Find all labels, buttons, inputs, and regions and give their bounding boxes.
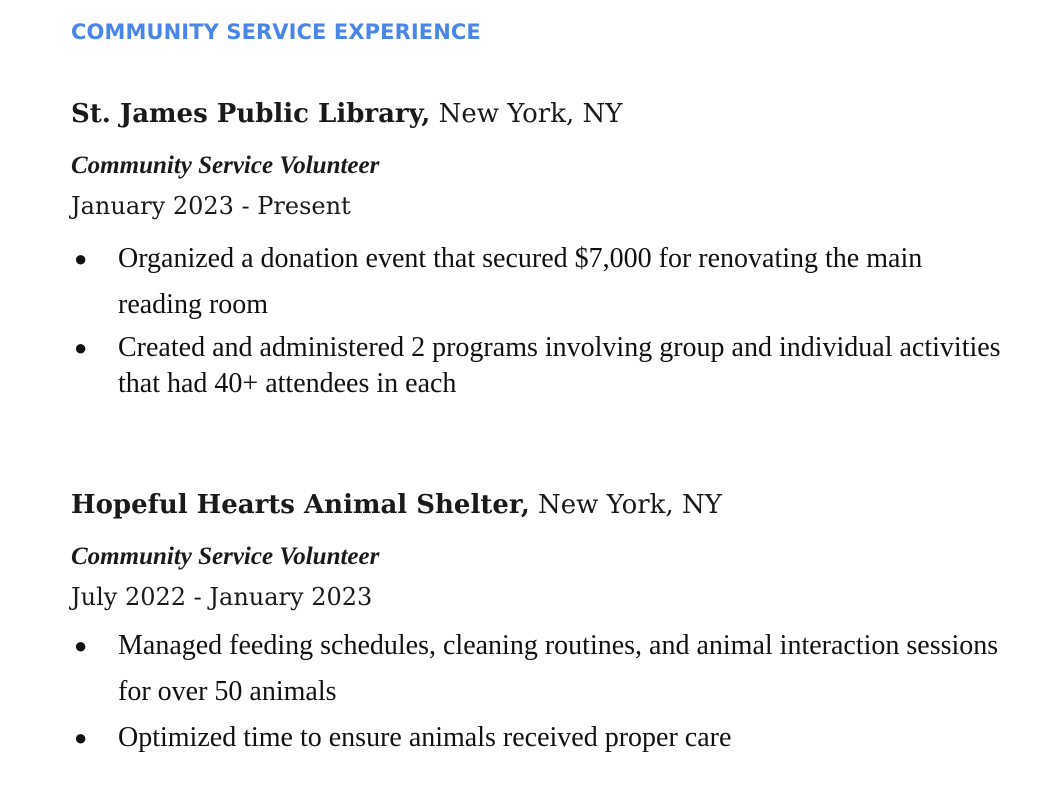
date-range: July 2022 - January 2023: [71, 583, 373, 611]
experience-entry-animal-shelter: [71, 487, 1011, 761]
list-item: [71, 623, 1011, 715]
bullet-text: Managed feeding schedules, cleaning routines, and animal interaction sessions for over 50 animals: [118, 630, 999, 707]
bullet-icon: ●: [74, 246, 88, 271]
bullet-icon: ●: [74, 335, 88, 360]
section-heading: COMMUNITY SERVICE EXPERIENCE: [71, 20, 481, 44]
organization-location: New York, NY: [529, 490, 722, 520]
organization-line: [71, 487, 1011, 523]
organization-line: [71, 96, 1011, 132]
organization-location: New York, NY: [430, 99, 623, 129]
bullet-text: Organized a donation event that secured $7,000 for renovating the main reading room: [118, 243, 923, 320]
experience-entry-library: [71, 96, 1011, 402]
list-item: [71, 715, 1011, 761]
role-title: Community Service Volunteer: [71, 152, 380, 179]
bullet-text: Optimized time to ensure animals received proper care: [118, 722, 732, 753]
bullet-text: Created and administered 2 programs involving group and individual activities that had 40+ attendees in each: [118, 332, 1001, 399]
organization-name: Hopeful Hearts Animal Shelter,: [71, 490, 530, 520]
bullet-icon: ●: [74, 633, 88, 658]
list-item: [71, 236, 1011, 328]
list-item: [71, 330, 1011, 402]
role-title: Community Service Volunteer: [71, 543, 380, 570]
bullet-list: [71, 623, 1011, 761]
organization-name: St. James Public Library,: [71, 99, 431, 129]
bullet-icon: ●: [74, 725, 88, 750]
bullet-list: [71, 236, 1011, 402]
date-range: January 2023 - Present: [71, 192, 351, 220]
